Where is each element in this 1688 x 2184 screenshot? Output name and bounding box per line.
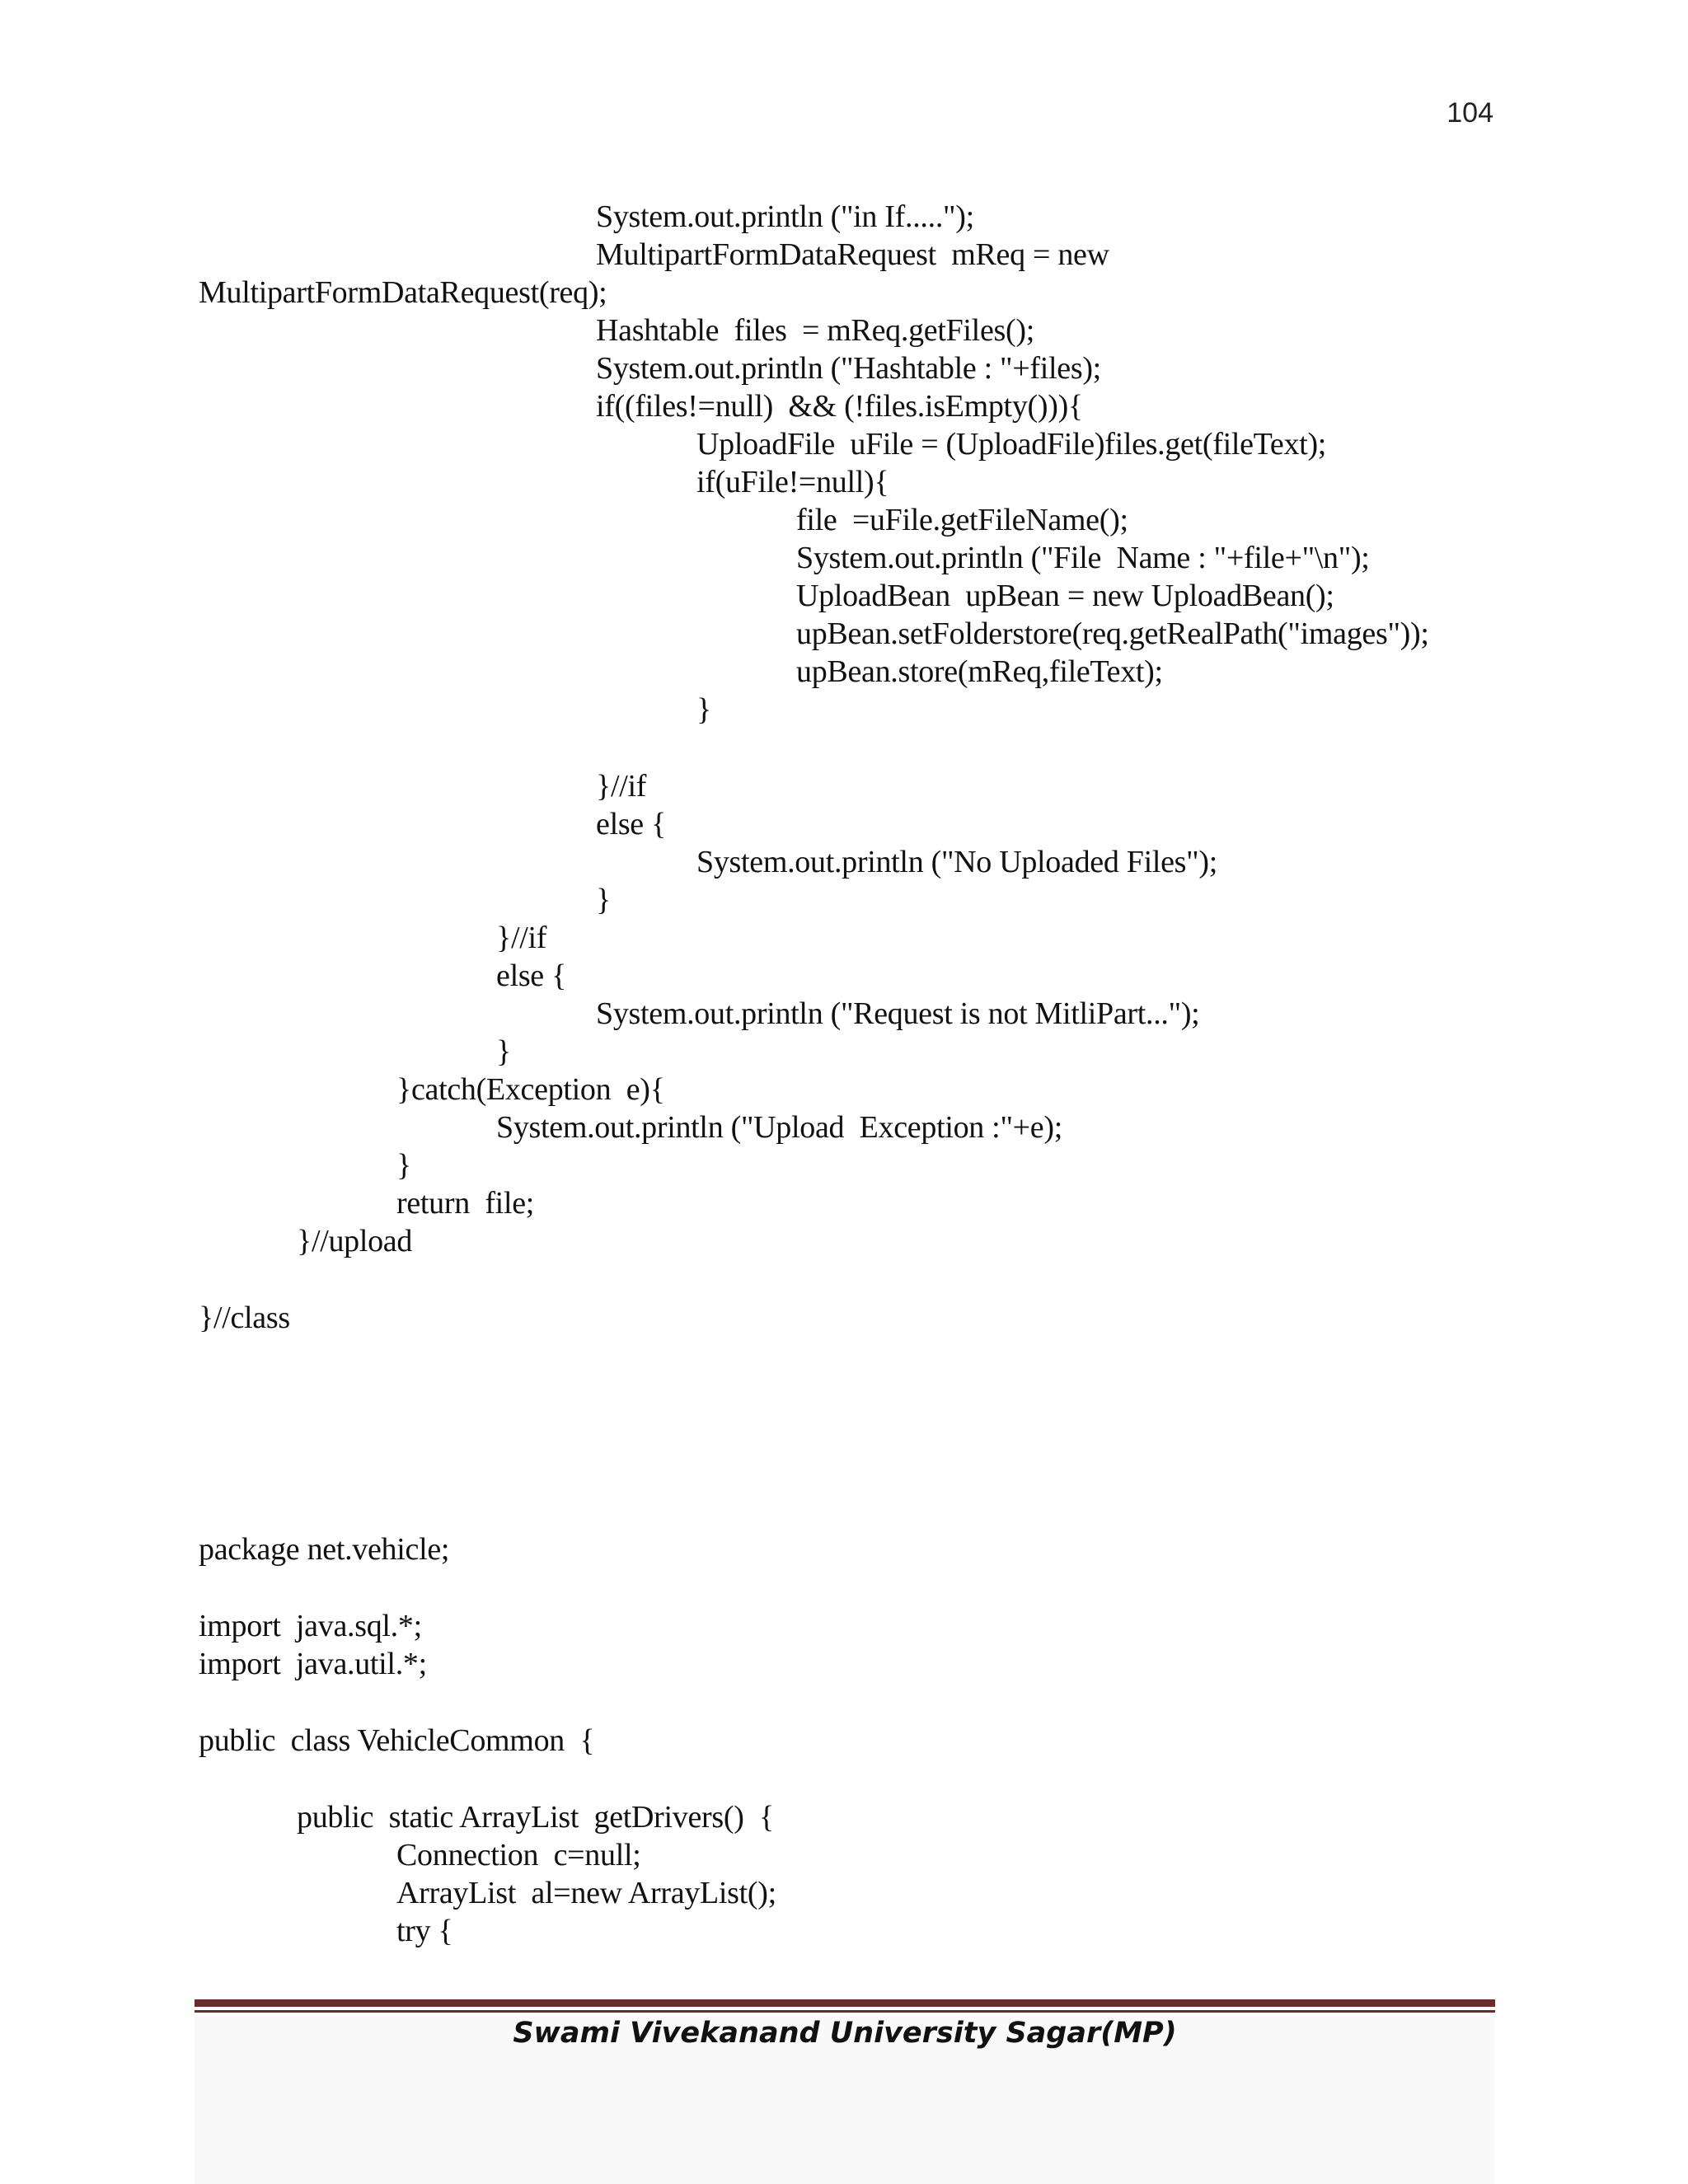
code-line: else { (596, 807, 667, 841)
code-line: try { (396, 1914, 453, 1948)
code-line: Hashtable files = mReq.getFiles(); (596, 313, 1034, 348)
code-line: System.out.println ("in If....."); (596, 199, 974, 234)
code-line: System.out.println ("No Uploaded Files"); (696, 845, 1217, 879)
code-line: System.out.println ("File Name : "+file+"\n"); (796, 541, 1370, 575)
code-line: }//if (496, 921, 547, 955)
code-line: public static ArrayList getDrivers() { (297, 1800, 774, 1835)
code-line: System.out.println ("Request is not MitliPart..."); (596, 996, 1200, 1031)
code-line: if((files!=null) && (!files.isEmpty())){ (596, 389, 1083, 424)
code-line: upBean.store(mReq,fileText); (796, 654, 1163, 689)
code-line: } (596, 883, 611, 917)
code-line: } (696, 692, 711, 727)
code-line: System.out.println ("Hashtable : "+files); (596, 351, 1101, 386)
code-line: }catch(Exception e){ (396, 1072, 665, 1107)
code-line: UploadFile uFile = (UploadFile)files.get(fileText); (696, 427, 1327, 462)
code-line: public class VehicleCommon { (199, 1723, 595, 1758)
code-line: } (496, 1034, 511, 1069)
code-line: UploadBean upBean = new UploadBean(); (796, 579, 1334, 613)
code-line: } (396, 1148, 411, 1183)
code-line: System.out.println ("Upload Exception :"+e); (496, 1110, 1062, 1145)
code-line: MultipartFormDataRequest(req); (199, 275, 607, 310)
page-number: 104 (1447, 97, 1493, 129)
code-line: import java.sql.*; (199, 1609, 422, 1643)
code-line: file =uFile.getFileName(); (796, 503, 1128, 537)
code-line: import java.util.*; (199, 1647, 427, 1681)
code-line: MultipartFormDataRequest mReq = new (596, 237, 1109, 272)
code-line: package net.vehicle; (199, 1532, 450, 1567)
code-line: Connection c=null; (396, 1838, 641, 1872)
code-line: return file; (396, 1186, 535, 1221)
code-line: upBean.setFolderstore(req.getRealPath("images")); (796, 616, 1429, 651)
footer-institution: Swami Vivekanand University Sagar(MP) (513, 2017, 1177, 2050)
code-line: }//if (596, 769, 647, 804)
footer-divider (195, 1999, 1495, 2007)
code-line: }//upload (297, 1224, 413, 1258)
code-line: ArrayList al=new ArrayList(); (396, 1876, 776, 1910)
code-line: }//class (199, 1301, 290, 1335)
code-line: if(uFile!=null){ (696, 465, 889, 499)
code-line: else { (496, 958, 567, 993)
